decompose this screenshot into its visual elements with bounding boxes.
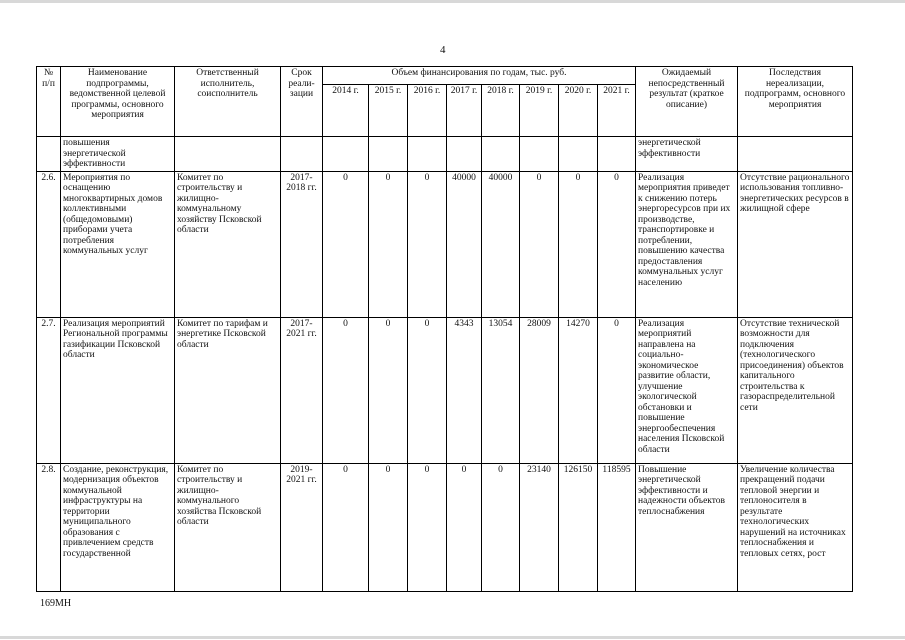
row-period: 2019-2021 гг. [281,463,323,591]
row-value: 0 [447,463,482,591]
header-year: 2015 г. [369,85,408,137]
row-result: Реализация мероприятия приведет к снижению потерь энергоресурсов при их производстве, транспортировке и потреблении, повышению качества предоставления коммунальных услуг населению [636,171,738,317]
row-value: 4343 [447,317,482,463]
row-value: 0 [323,171,369,317]
row-result: Повышение энергетической эффективности и надежности объектов теплоснабжения [636,463,738,591]
row-value: 118595 [598,463,636,591]
continuation-result: энергетической эффективности [636,137,738,172]
header-year: 2017 г. [447,85,482,137]
program-table [36,66,853,592]
row-value: 126150 [559,463,598,591]
header-consequences: Последствия нереализации, подпрограмм, основного мероприятия [738,67,853,137]
table-header-row [37,67,853,85]
header-year: 2014 г. [323,85,369,137]
scan-top-edge [0,0,905,3]
header-num: № п/п [37,67,61,137]
row-value: 0 [369,171,408,317]
row-value: 0 [323,463,369,591]
row-name: Мероприятия по оснащению многоквартирных домов коллективными (общедомовыми) приборами учета потребления коммунальных услуг [61,171,175,317]
row-name: Создание, реконструкция, модернизация объектов коммунальной инфраструктуры на территории муниципального образования с привлечением средств государственной [61,463,175,591]
row-consequences: Отсутствие рационального использования топливно-энергетических ресурсов в жилищной сфере [738,171,853,317]
row-value: 0 [408,317,447,463]
scan-bottom-edge [0,636,905,639]
row-consequences: Увеличение количества прекращений подачи тепловой энергии и теплоносителя в результате технологических нарушений на источниках теплоснабжения и тепловых сетях, рост [738,463,853,591]
row-executor: Комитет по строительству и жилищно-коммунальному хозяйству Псковской области [175,171,281,317]
table-row [37,317,853,463]
row-value: 0 [369,317,408,463]
row-value: 0 [408,171,447,317]
row-period: 2017-2021 гг. [281,317,323,463]
row-value: 0 [408,463,447,591]
header-period: Срок реали-зации [281,67,323,137]
header-year: 2021 г. [598,85,636,137]
header-year: 2016 г. [408,85,447,137]
header-executor: Ответственный исполнитель, соисполнитель [175,67,281,137]
row-value: 40000 [447,171,482,317]
header-funding-group: Объем финансирования по годам, тыс. руб. [323,67,636,85]
continuation-name: повышения энергетической эффективности [61,137,175,172]
row-value: 0 [598,317,636,463]
header-result: Ожидаемый непосредственный результат (краткое описание) [636,67,738,137]
row-value: 0 [323,317,369,463]
table-row [37,171,853,317]
row-value: 13054 [482,317,520,463]
row-result: Реализация мероприятий направлена на социально-экономическое развитие области, улучшение экологической обстановки и повышение энергообеспечения населения Псковской области [636,317,738,463]
page-number: 4 [440,44,446,56]
row-executor: Комитет по строительству и жилищно-коммунального хозяйства Псковской области [175,463,281,591]
header-name: Наименование подпрограммы, ведомственной целевой программы, основного мероприятия [61,67,175,137]
row-executor: Комитет по тарифам и энергетике Псковской области [175,317,281,463]
row-value: 0 [559,171,598,317]
continuation-row [37,137,853,172]
row-value: 0 [520,171,559,317]
row-value: 28009 [520,317,559,463]
row-name: Реализация мероприятий Региональной программы газификации Псковской области [61,317,175,463]
row-value: 14270 [559,317,598,463]
header-year: 2019 г. [520,85,559,137]
row-value: 0 [369,463,408,591]
row-num: 2.7. [37,317,61,463]
row-value: 0 [482,463,520,591]
header-year: 2018 г. [482,85,520,137]
table-row [37,463,853,591]
row-period: 2017-2018 гг. [281,171,323,317]
row-value: 40000 [482,171,520,317]
document-footer-code: 169МН [40,598,72,609]
row-num: 2.8. [37,463,61,591]
row-num: 2.6. [37,171,61,317]
row-consequences: Отсутствие технической возможности для подключения (технологического присоединения) объектов капитального строительства к газораспределительной сети [738,317,853,463]
row-value: 23140 [520,463,559,591]
header-year: 2020 г. [559,85,598,137]
row-value: 0 [598,171,636,317]
